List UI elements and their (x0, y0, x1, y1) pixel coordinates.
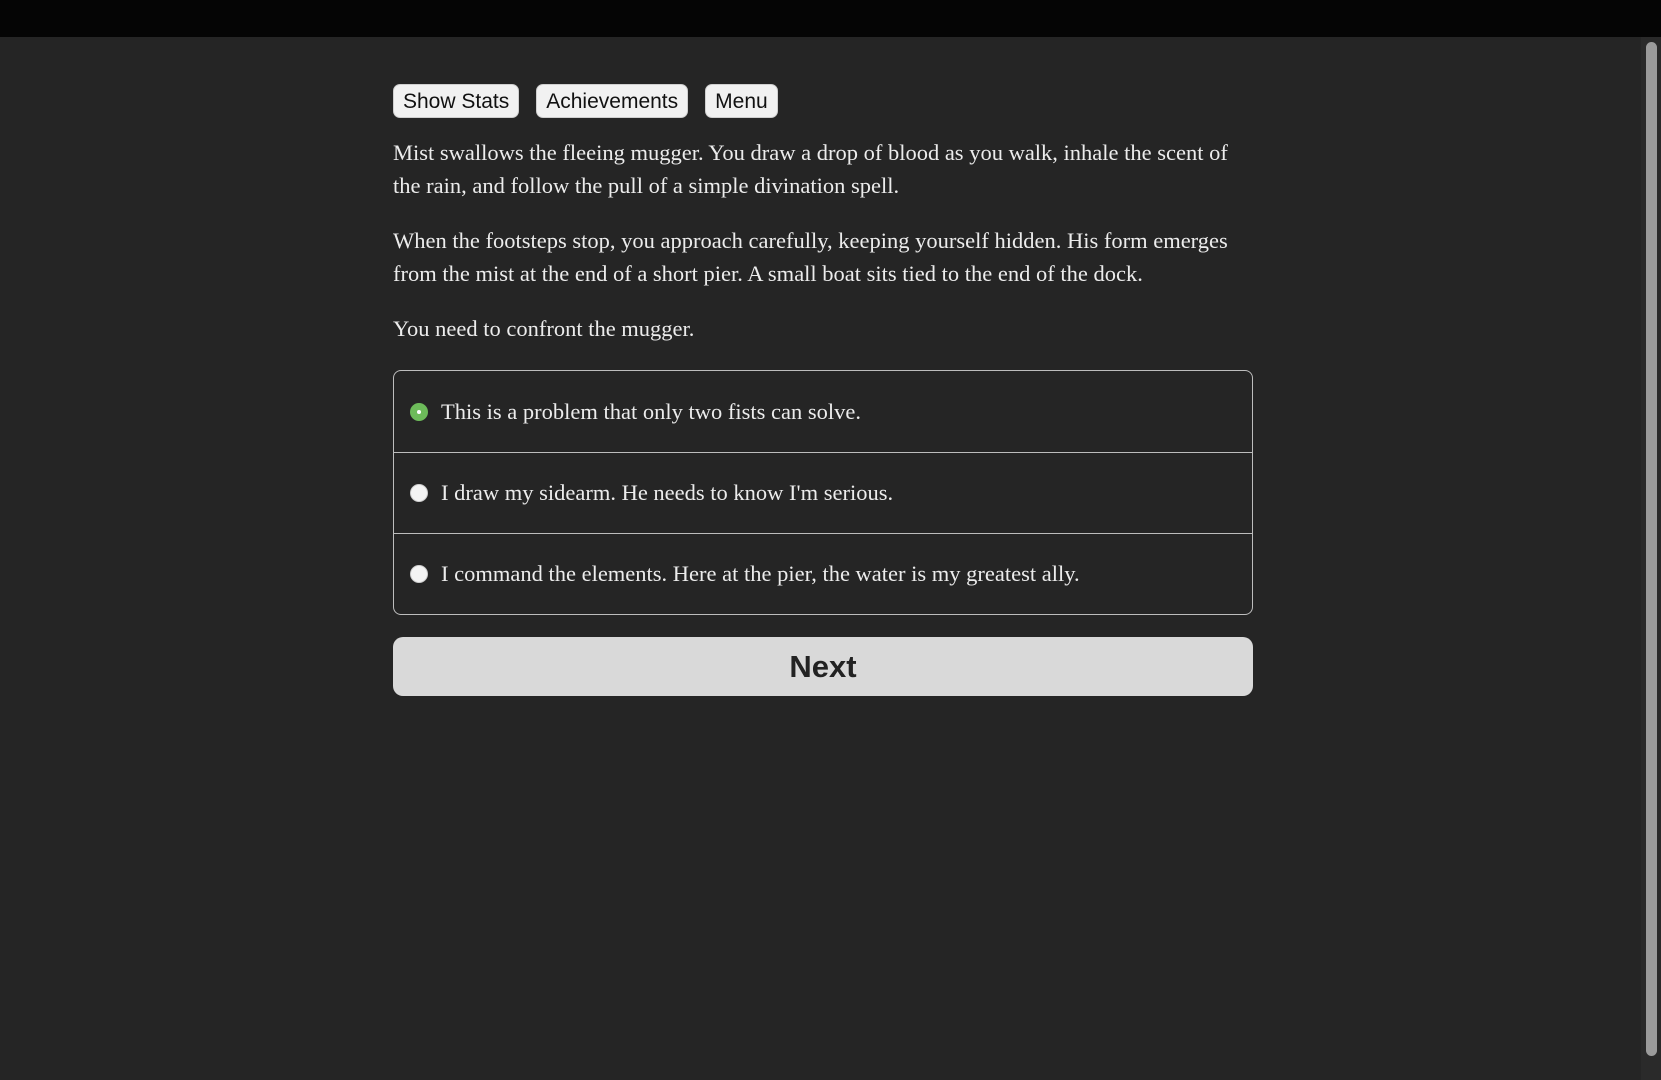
choice-option-fists[interactable] (394, 371, 1252, 452)
achievements-button[interactable]: Achievements (536, 84, 688, 118)
scrollbar-thumb[interactable] (1646, 42, 1657, 1056)
radio-selected-icon[interactable] (410, 403, 428, 421)
choice-label: I command the elements. Here at the pier, the water is my greatest ally. (441, 561, 1080, 586)
story-text (393, 136, 1253, 345)
story-paragraph: You need to confront the mugger. (393, 316, 695, 341)
choice-list (393, 370, 1253, 615)
game-toolbar (393, 84, 1253, 118)
choice-label: This is a problem that only two fists can solve. (441, 398, 861, 424)
scrollbar-track[interactable] (1641, 37, 1661, 1080)
radio-unselected-icon[interactable] (410, 565, 428, 583)
choice-label: I draw my sidearm. He needs to know I'm serious. (441, 480, 894, 505)
choice-option-elements[interactable] (394, 533, 1252, 614)
choice-option-sidearm[interactable] (394, 452, 1252, 533)
browser-top-bar (0, 0, 1661, 37)
story-paragraph: When the footsteps stop, you approach carefully, keeping yourself hidden. His form emerges from the mist at the end of a short pier. A small boat sits tied to the end of the dock. (393, 228, 1228, 286)
game-content (393, 84, 1253, 696)
story-paragraph: Mist swallows the fleeing mugger. You draw a drop of blood as you walk, inhale the scent of the rain, and follow the pull of a simple divination spell. (393, 140, 1228, 198)
radio-unselected-icon[interactable] (410, 484, 428, 502)
next-button[interactable]: Next (393, 637, 1253, 696)
show-stats-button[interactable]: Show Stats (393, 84, 519, 118)
menu-button[interactable]: Menu (705, 84, 778, 118)
